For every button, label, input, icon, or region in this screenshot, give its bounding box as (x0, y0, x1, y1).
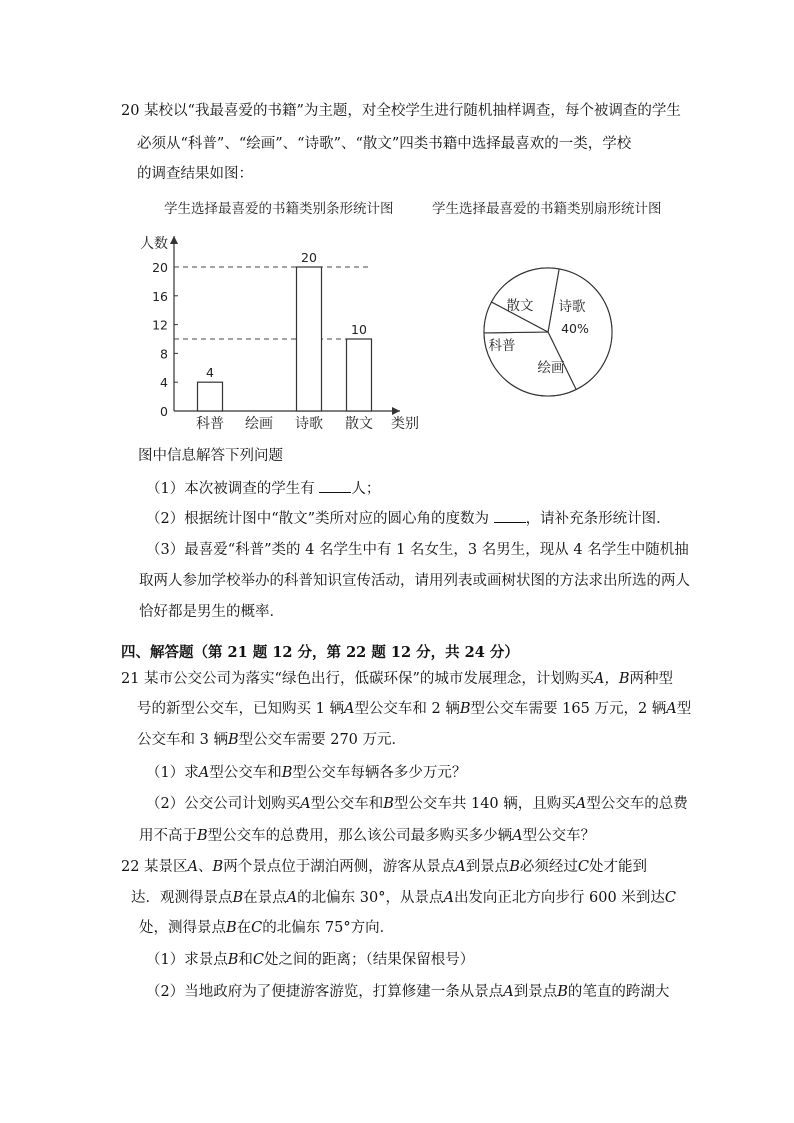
q22-l2-c: 的北偏东 30°，从景点 (297, 890, 444, 906)
q21-l1-text: 21 某市公交公司为落实“绿色出行，低碳环保”的城市发展理念，计划购买 (121, 671, 594, 687)
q21-s2-g: 型公交车？ (522, 828, 596, 844)
q21-s1-b: 型公交车和 (209, 765, 282, 781)
q22-l2-d: 出发向正北方向步行 600 米到达 (453, 890, 665, 906)
sym-C: C (664, 890, 676, 906)
x-tick-label: 诗歌 (295, 416, 323, 432)
x-axis-arrow-icon (392, 407, 400, 415)
q20-sub1 (146, 479, 380, 499)
pie-slice-label: 科普 (488, 338, 516, 354)
sym-B: B (509, 859, 520, 875)
sym-A: A (503, 984, 514, 1000)
q20-sub1-text: （1）本次被调查的学生有 (146, 481, 315, 497)
bar-value-label: 10 (351, 322, 367, 337)
bar (198, 382, 223, 411)
q21-l2-a: 号的新型公交车，已知购买 1 辆 (137, 701, 344, 717)
q22-s1-c: 处之间的距离；（结果保留根号） (264, 952, 475, 968)
sym-A: A (300, 796, 311, 812)
sym-A: A (286, 890, 298, 906)
q21-l2-b: 型公交车和 2 辆 (354, 701, 460, 717)
q20-intro: 图中信息解答下列问题 (138, 448, 283, 464)
answer-blank-1[interactable] (319, 480, 351, 493)
q21-s1-c: 型公交车每辆各多少万元？ (292, 765, 467, 781)
q22-l3-a: 处，测得景点 (139, 920, 226, 936)
pie-slice-label: 散文 (506, 298, 534, 314)
sym-A: A (443, 890, 454, 906)
q21-s2-a: （2）公交公司计划购买 (146, 796, 301, 812)
q22-l1-f: 处才能到 (588, 859, 647, 875)
q21-sub1 (146, 763, 466, 783)
q20-sub3-line1: （3）最喜爱“科普”类的 4 名学生中有 1 名女生，3 名男生，现从 4 名学生中随机抽 (146, 542, 689, 558)
q22-l1-d: 到景点 (465, 859, 510, 875)
sym-B: B (226, 920, 237, 936)
y-tick-label: 8 (160, 346, 168, 362)
q21-s2-d: 型公交车的总费 (586, 796, 688, 812)
y-tick-label: 16 (152, 288, 168, 304)
sym-C: C (577, 859, 589, 875)
y-axis-label: 人数 (140, 236, 168, 252)
q22-l2-a: 达．观测得景点 (131, 890, 233, 906)
sym-B: B (232, 890, 244, 906)
q21-l1-tail: 两种型 (629, 671, 674, 687)
sym-B: B (557, 984, 568, 1000)
sym-C: C (252, 952, 264, 968)
q20-sub3-line3: 恰好都是男生的概率． (139, 604, 284, 620)
bar-chart-title: 学生选择最喜爱的书籍类别条形统计图 (164, 201, 394, 217)
q21-s2-e: 用不高于 (139, 828, 197, 844)
sym-A: A (198, 765, 210, 781)
q21-l3-a: 公交车和 3 辆 (137, 732, 228, 748)
q22-l1-e: 必须经过 (519, 859, 578, 875)
sym-B: B (212, 859, 224, 875)
sym-B: B (227, 732, 239, 748)
q20-sub2-text: （2）根据统计图中“散文”类所对应的圆心角的度数为 (146, 511, 490, 527)
x-tick-label: 绘画 (245, 416, 273, 432)
charts-figure (0, 0, 794, 440)
q21-s2-c: 型公交车共 140 辆，且购买 (393, 796, 576, 812)
q22-l3-c: 的北偏东 75°方向． (262, 920, 395, 936)
sym-B: B (459, 701, 471, 717)
q20-sub3-line2: 取两人参加学校举办的科普知识宣传活动，请用列表或画树状图的方法求出所选的两人 (139, 573, 690, 589)
x-tick-label: 科普 (196, 416, 224, 432)
q21-line3 (137, 730, 406, 750)
q22-s2-b: 到景点 (513, 984, 558, 1000)
sym-B: B (281, 765, 293, 781)
bar-value-label: 20 (301, 250, 317, 265)
x-axis-label: 类别 (391, 416, 419, 432)
q22-line1 (121, 857, 647, 877)
bar-value-label: 4 (206, 365, 214, 381)
q20-line3: 的调查结果如图： (137, 166, 253, 182)
q21-l2-d: 型 (676, 701, 692, 717)
bar-chart (140, 235, 419, 432)
q21-l3-b: 型公交车需要 270 万元． (238, 732, 407, 748)
q22-l1-c: 两个景点位于湖泊两侧，游客从景点 (223, 859, 456, 875)
q21-s2-f: 型公交车的总费用，那么该公司最多购买多少辆 (207, 828, 513, 844)
q22-s2-c: 的笔直的跨湖大 (567, 984, 670, 1000)
y-tick-label: 12 (152, 317, 168, 333)
bar (347, 339, 372, 411)
q21-s2-b: 型公交车和 (310, 796, 384, 812)
q22-s1-a: （1）求景点 (146, 952, 228, 968)
y-tick-label: 4 (160, 375, 168, 391)
q20-sub2-tail: ，请补充条形统计图． (525, 511, 671, 527)
q22-sub2 (146, 982, 669, 1002)
x-tick-label: 散文 (345, 416, 373, 432)
pie-percent-label: 40% (561, 321, 589, 336)
q22-l2-b: 在景点 (243, 890, 287, 906)
pie-slice-label: 绘画 (537, 360, 565, 376)
q22-line2 (131, 888, 676, 908)
sym-C: C (251, 920, 263, 936)
q21-line1 (121, 669, 673, 689)
section-heading: 四、解答题（第 21 题 12 分，第 22 题 12 分，共 24 分） (121, 644, 519, 661)
q20-line2: 必须从“科普”、“绘画”、“诗歌”、“散文”四类书籍中选择最喜欢的一类，学校 (137, 136, 632, 152)
q20-sub2 (146, 509, 671, 529)
q20-line1: 20 某校以“我最喜爱的书籍”为主题，对全校学生进行随机抽样调查，每个被调查的学生 (121, 103, 681, 119)
sym-A: A (666, 701, 677, 717)
q22-sub1 (146, 950, 474, 970)
pie-chart (484, 268, 612, 396)
q22-s1-b: 和 (238, 952, 253, 968)
y-axis-arrow-icon (170, 236, 178, 244)
sym-A: A (512, 828, 523, 844)
sym-A: A (343, 701, 355, 717)
pie-chart-title: 学生选择最喜爱的书籍类别扇形统计图 (432, 201, 662, 217)
q21-s1-a: （1）求 (146, 765, 199, 781)
q22-l1-a: 22 某景区 (121, 859, 188, 875)
sym-AB: A，B (593, 671, 630, 687)
q20-sub1-unit: 人； (351, 481, 381, 497)
sym-B: B (383, 796, 394, 812)
answer-blank-2[interactable] (494, 510, 526, 523)
q21-line2 (137, 699, 691, 719)
q22-line3 (139, 918, 394, 938)
sym-B: B (197, 828, 208, 844)
sym-A: A (575, 796, 587, 812)
sym-A: A (187, 859, 199, 875)
pie-slice-label: 诗歌 (558, 299, 586, 315)
sym-A: A (455, 859, 466, 875)
q21-sub2-line2 (139, 826, 595, 846)
q22-l1-b: 、 (198, 859, 213, 875)
bar (297, 267, 322, 411)
q22-l3-b: 在 (236, 920, 252, 936)
y-tick-label: 20 (152, 260, 168, 275)
sym-B: B (227, 952, 239, 968)
q21-sub2-line1 (146, 794, 688, 814)
q21-l2-c: 型公交车需要 165 万元，2 辆 (470, 701, 667, 717)
q22-s2-a: （2）当地政府为了便捷游客游览，打算修建一条从景点 (146, 984, 504, 1000)
y-tick-label: 0 (160, 404, 168, 419)
